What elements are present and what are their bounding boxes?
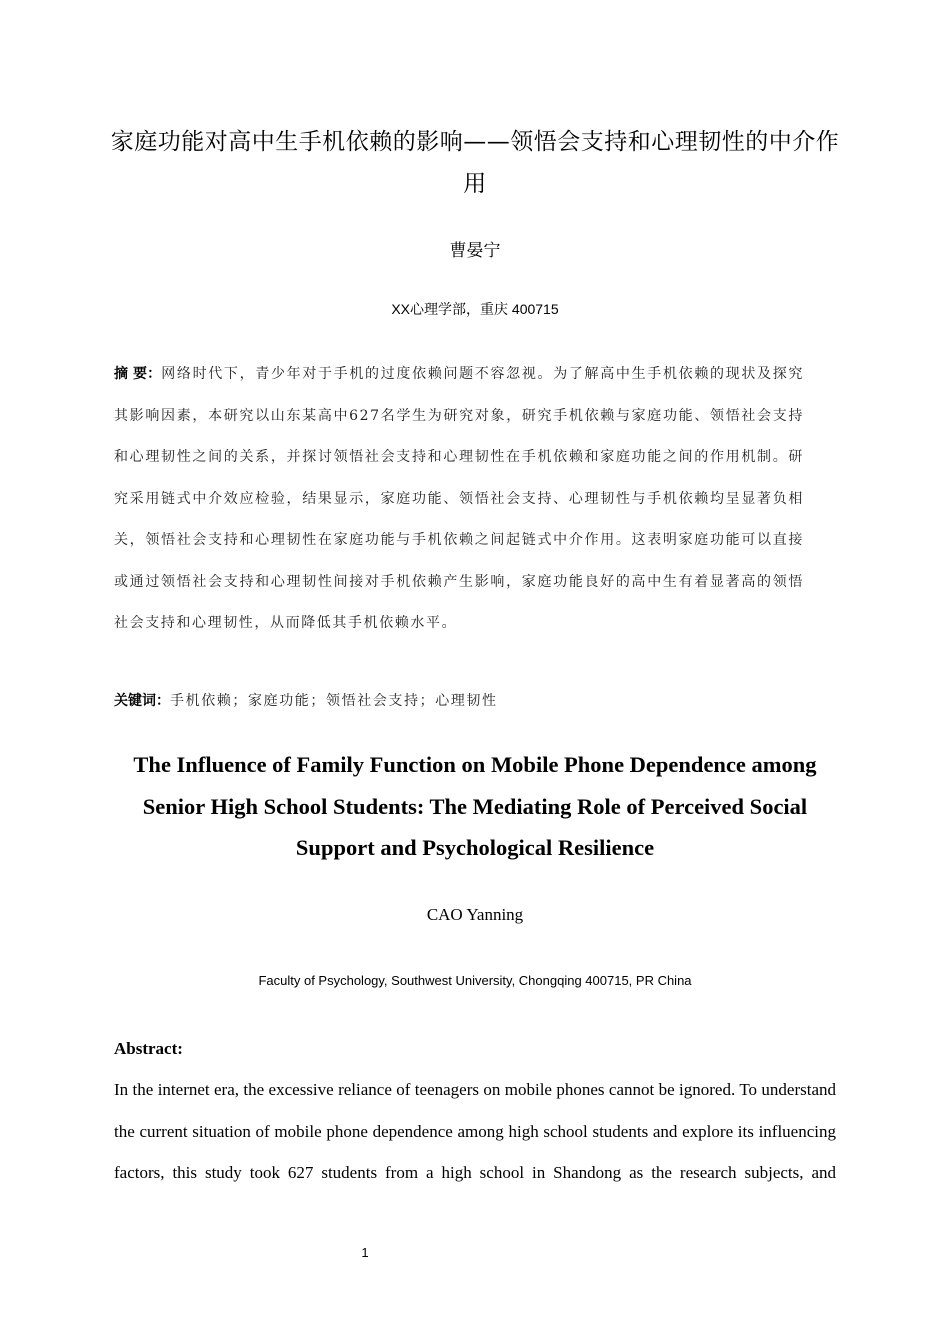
english-title: The Influence of Family Function on Mobile Phone Dependence among Senior High School Students: The Mediating Role of Perceived Social Support and Psychological Resilience [133,752,817,860]
chinese-affiliation: XX心理学部，重庆 400715 [391,301,559,317]
chinese-title: 家庭功能对高中生手机依赖的影响——领悟会支持和心理韧性的中介作用 [110,129,840,197]
chinese-author: 曹晏宁 [449,241,501,261]
chinese-keywords-text: 手机依赖；家庭功能；领悟社会支持；心理韧性 [170,693,498,709]
chinese-abstract [114,354,804,645]
english-abstract-label: Abstract: [114,1039,183,1058]
chinese-abstract-text: 网络时代下，青少年对于手机的过度依赖问题不容忽视。为了解高中生手机依赖的现状及探究其影响因素，本研究以山东某高中627名学生为研究对象，研究手机依赖与家庭功能、领悟社会支持和心理韧性之间的关系，并探讨领悟社会支持和心理韧性在手机依赖和家庭功能之间的作用机制。研究采用链式中介效应检验，结果显示，家庭功能、领悟社会支持、心理韧性与手机依赖均呈显著负相关，领悟社会支持和心理韧性在家庭功能与手机依赖之间起链式中介作用。这表明家庭功能可以直接或通过领悟社会支持和心理韧性间接对手机依赖产生影响，家庭功能良好的高中生有着显著高的领悟社会支持和心理韧性，从而降低其手机依赖水平。 [114,366,804,631]
chinese-keywords [114,688,834,714]
english-affiliation: Faculty of Psychology, Southwest University, Chongqing 400715, PR China [258,973,692,988]
english-abstract-text: In the internet era, the excessive reliance of teenagers on mobile phones cannot be ignored. To understand the current situation of mobile phone dependence among high school students and explore its influencing factors, this study took 627 students from a high school in Shandong as the research subjects, and [114,1080,836,1182]
english-author: CAO Yanning [426,905,524,924]
chinese-abstract-label: 摘 要： [114,366,162,382]
chinese-keywords-label: 关键词： [114,693,170,709]
page-number: 1 [361,1245,369,1260]
